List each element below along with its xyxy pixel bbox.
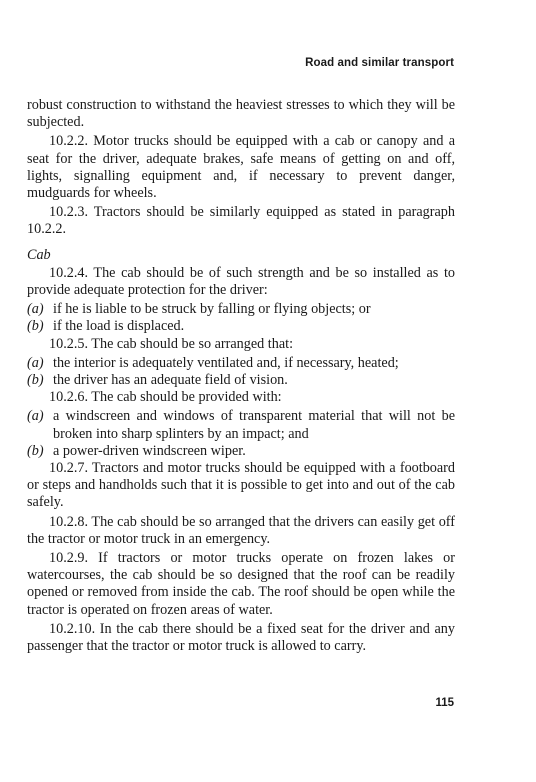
paragraph-10-2-10: 10.2.10. In the cab there should be a fixed seat for the driver and any passenger that the tractor or motor truck is allowed to carry. xyxy=(27,620,455,655)
list-item-label: (a) xyxy=(27,354,44,371)
list-item-label: (b) xyxy=(27,372,44,389)
list-item xyxy=(27,443,455,460)
list-item xyxy=(27,301,455,318)
paragraph-continuation: robust construction to withstand the heaviest stresses to which they will be subjected. xyxy=(27,97,455,131)
list-item-text: the driver has an adequate field of vision. xyxy=(53,372,288,389)
list-item-text: a power-driven windscreen wiper. xyxy=(53,442,246,459)
section-heading-cab: Cab xyxy=(27,246,51,263)
list-item xyxy=(27,372,455,389)
list-item-text: if the load is displaced. xyxy=(53,318,185,335)
page-body xyxy=(27,97,455,657)
list-item-label: (b) xyxy=(27,442,44,459)
list-item xyxy=(27,355,455,372)
paragraph-10-2-8: 10.2.8. The cab should be so arranged that the drivers can easily get off the tractor or motor truck in an emergency. xyxy=(27,513,455,547)
paragraph-10-2-6: 10.2.6. The cab should be provided with: xyxy=(49,389,282,406)
list-item xyxy=(27,408,455,442)
list-item xyxy=(27,318,455,335)
running-header: Road and similar transport xyxy=(305,57,454,69)
list-item-label: (a) xyxy=(27,408,44,425)
paragraph-10-2-3: 10.2.3. Tractors should be similarly equipped as stated in paragraph 10.2.2. xyxy=(27,204,455,238)
page-number: 115 xyxy=(435,697,454,709)
paragraph-10-2-5: 10.2.5. The cab should be so arranged that: xyxy=(49,335,294,352)
list-item-text: a windscreen and windows of transparent material that will not be broken into sharp splinters by an impact; and xyxy=(53,408,455,442)
list-item-label: (a) xyxy=(27,301,44,318)
paragraph-10-2-9: 10.2.9. If tractors or motor trucks operate on frozen lakes or watercourses, the cab should be so designed that the roof can be readily opened or removed from inside the cab. The roof should be open while the tractor is operated on frozen areas of water. xyxy=(27,550,455,618)
list-item-text: if he is liable to be struck by falling or flying objects; or xyxy=(53,301,371,318)
list-item-label: (b) xyxy=(27,318,44,335)
paragraph-10-2-2: 10.2.2. Motor trucks should be equipped with a cab or canopy and a seat for the driver, adequate brakes, safe means of getting on and off, lights, signalling equipment and, if necessary to prevent danger, mudguards for wheels. xyxy=(27,133,455,202)
paragraph-10-2-7: 10.2.7. Tractors and motor trucks should be equipped with a footboard or steps and handholds such that it is possible to get into and out of the cab safely. xyxy=(27,460,455,511)
paragraph-10-2-4: 10.2.4. The cab should be of such strength and be so installed as to provide adequate protection for the driver: xyxy=(27,264,455,299)
list-item-text: the interior is adequately ventilated and, if necessary, heated; xyxy=(53,354,399,371)
